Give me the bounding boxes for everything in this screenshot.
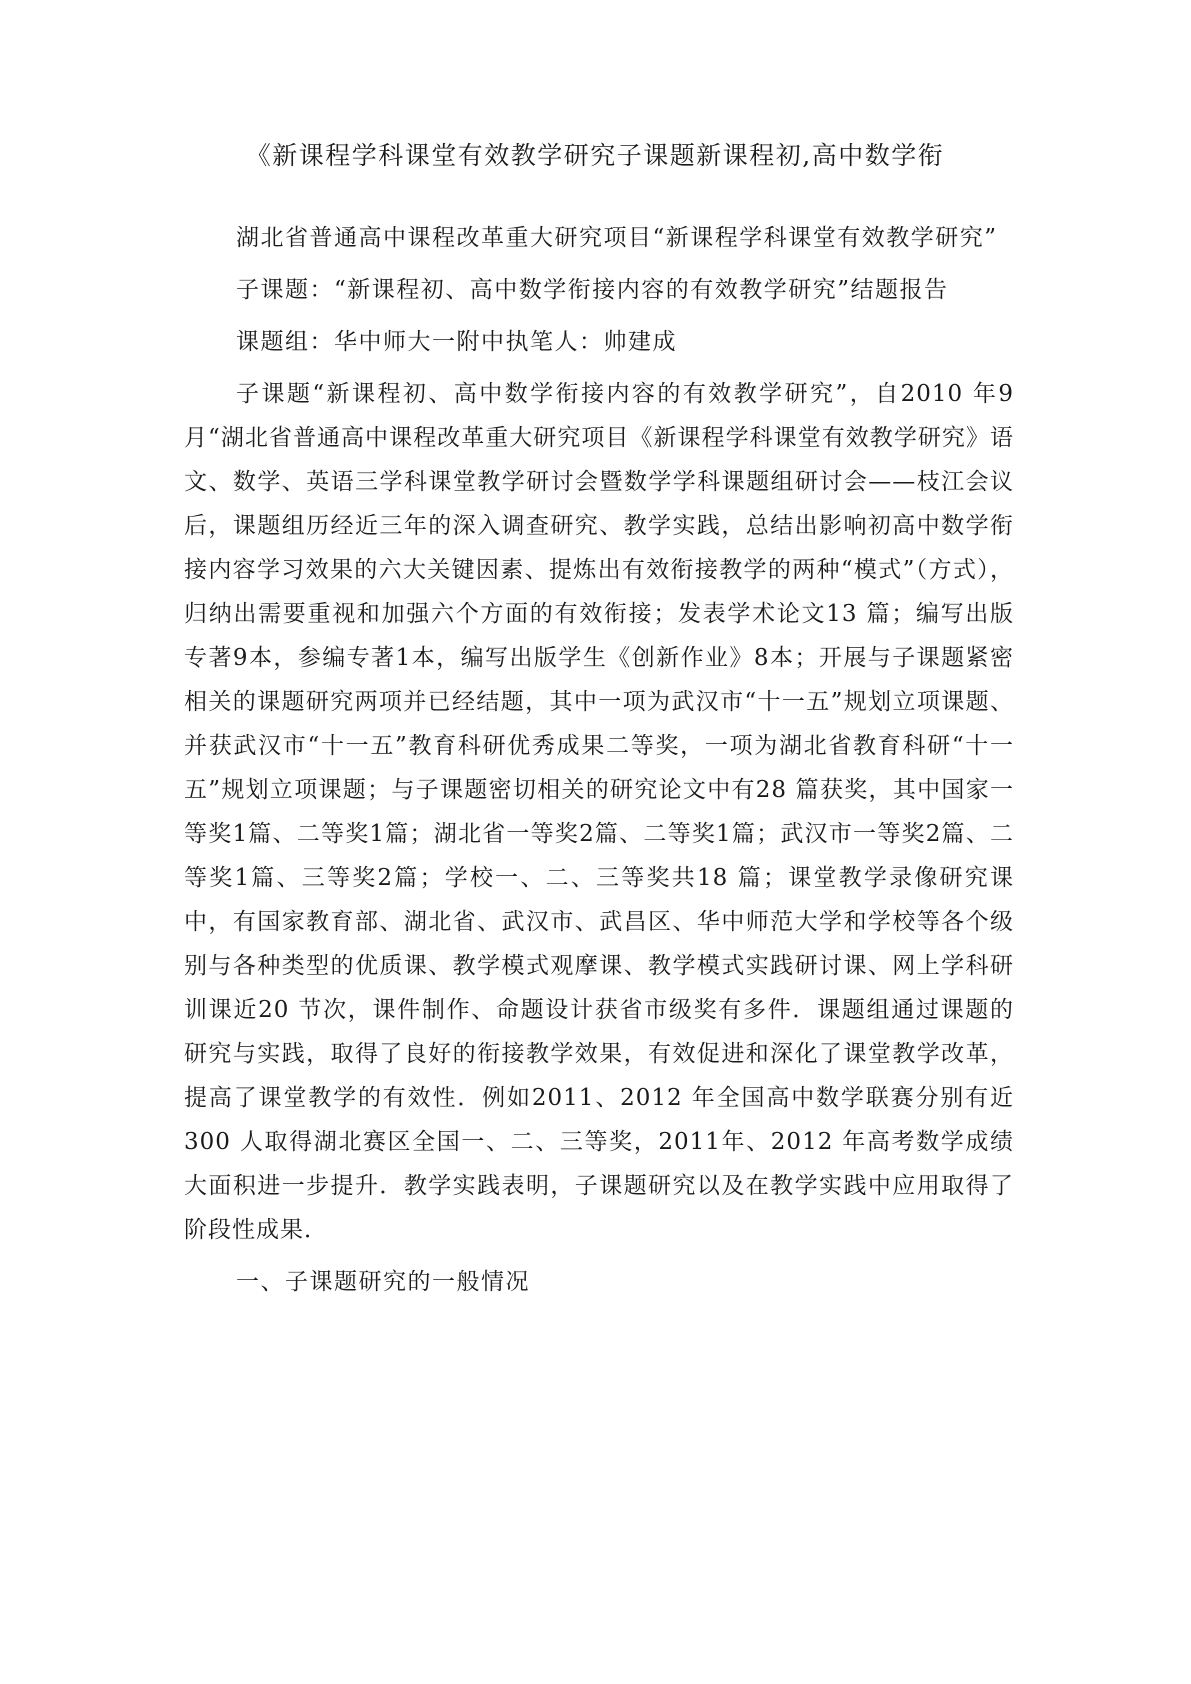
subproject-heading: 子课题：“新课程初、高中数学衔接内容的有效教学研究”结题报告 bbox=[236, 277, 949, 303]
document-body bbox=[184, 216, 1014, 1312]
section-heading: 一、子课题研究的一般情况 bbox=[236, 1269, 530, 1295]
author-line: 课题组：华中师大一附中执笔人：帅建成 bbox=[236, 329, 677, 355]
project-heading: 湖北省普通高中课程改革重大研究项目“新课程学科课堂有效教学研究” bbox=[236, 225, 998, 251]
document-title: 《新课程学科课堂有效教学研究子课题新课程初,高中数学衔 bbox=[245, 141, 945, 170]
summary-paragraph: 子课题“新课程初、高中数学衔接内容的有效教学研究”，自2010 年9月“湖北省普通高中课程改革重大研究项目《新课程学科课堂有效教学研究》语文、数学、英语三学科课堂教学研讨会暨数学学科课题组研讨会——枝江会议后，课题组历经近三年的深入调查研究、教学实践，总结出影响初高中数学衔接内容学习效果的六大关键因素、提炼出有效衔接教学的两种“模式”（方式），归纳出需要重视和加强六个方面的有效衔接；发表学术论文13 篇；编写出版专著9本，参编专著1本，编写出版学生《创新作业》8本；开展与子课题紧密相关的课题研究两项并已经结题，其中一项为武汉市“十一五”规划立项课题、并获武汉市“十一五”教育科研优秀成果二等奖，一项为湖北省教育科研“十一五”规划立项课题；与子课题密切相关的研究论文中有28 篇获奖，其中国家一等奖1篇、二等奖1篇；湖北省一等奖2篇、二等奖1篇；武汉市一等奖2篇、二等奖1篇、三等奖2篇；学校一、二、三等奖共18 篇；课堂教学录像研究课中，有国家教育部、湖北省、武汉市、武昌区、华中师范大学和学校等各个级别与各种类型的优质课、教学模式观摩课、教学模式实践研讨课、网上学科研训课近20 节次，课件制作、命题设计获省市级奖有多件．课题组通过课题的研究与实践，取得了良好的衔接教学效果，有效促进和深化了课堂教学改革，提高了课堂教学的有效性．例如2011、2012 年全国高中数学联赛分别有近300 人取得湖北赛区全国一、二、三等奖，2011年、2012 年高考数学成绩大面积进一步提升．教学实践表明，子课题研究以及在教学实践中应用取得了阶段性成果． bbox=[184, 381, 1014, 1243]
